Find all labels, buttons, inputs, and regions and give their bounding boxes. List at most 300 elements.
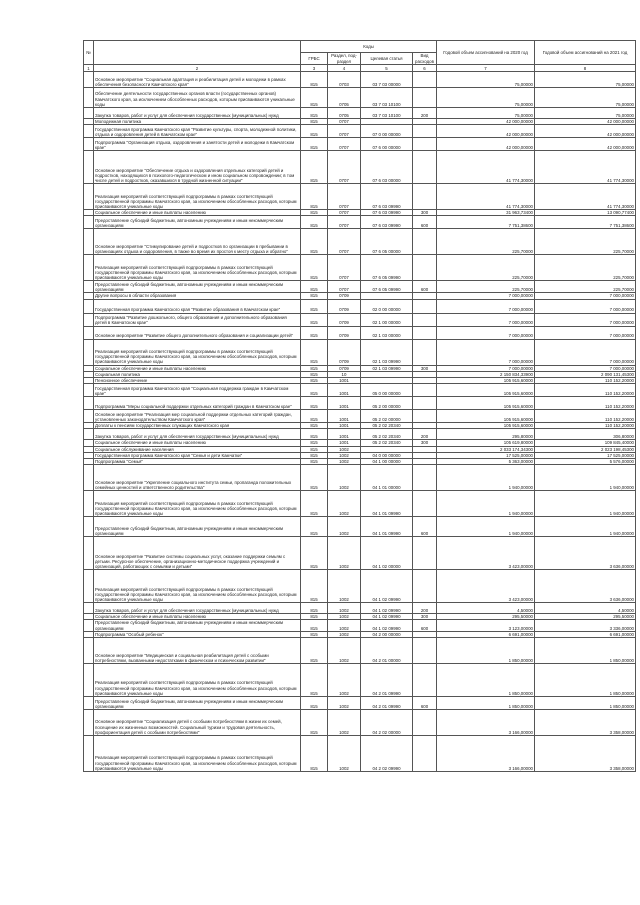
table-row <box>84 72 636 88</box>
row-number-cell <box>84 410 94 423</box>
amount-2021-cell: 3 636,00000 <box>535 570 636 603</box>
num-header: № <box>84 41 94 65</box>
item-name-cell: Реализация мероприятий соответствующей подпрограммы в рамках соответствующей государственной программы Камчатского края, за исключением обособленных расходов, которым присваиваются уникальные коды <box>94 664 301 697</box>
csr-cell: 04 1 02 09990 <box>361 570 413 603</box>
year-2020-header: Годовой объем ассигнований на 2020 год <box>437 41 535 65</box>
row-number-cell <box>84 697 94 710</box>
item-name-cell: Социальное обеспечение и иные выплаты населению <box>94 365 301 371</box>
csr-cell: 04 1 01 09990 <box>361 491 413 517</box>
csr-cell: 03 7 03 10100 <box>361 108 413 119</box>
vr-cell <box>413 125 437 138</box>
index-cell: 1 <box>84 65 94 72</box>
grbs-cell: 815 <box>301 638 328 664</box>
index-cell: 6 <box>413 65 437 72</box>
vr-cell <box>413 299 437 313</box>
razdel-cell: 0707 <box>328 119 361 125</box>
razdel-cell: 1002 <box>328 620 361 631</box>
amount-2020-cell: 41 774,30000 <box>437 184 535 210</box>
row-number-cell <box>84 517 94 537</box>
vr-cell <box>413 410 437 423</box>
amount-2021-cell: 3 358,00000 <box>535 710 636 736</box>
index-cell: 7 <box>437 65 535 72</box>
vr-header: Вид расходов <box>413 53 437 65</box>
index-cell: 5 <box>361 65 413 72</box>
csr-cell: 05 2 02 20340 <box>361 440 413 446</box>
grbs-header: ГРБС <box>301 53 328 65</box>
item-name-cell: Предоставление субсидий бюджетным, автономным учреждениям и иным некоммерческим организациям <box>94 216 301 229</box>
amount-2021-cell: 42 000,00000 <box>535 125 636 138</box>
razdel-cell: 1001 <box>328 378 361 384</box>
grbs-cell: 815 <box>301 603 328 614</box>
amount-2021-cell: 75,00000 <box>535 88 636 108</box>
csr-cell: 07 0 00 00000 <box>361 125 413 138</box>
csr-cell: 04 1 02 09990 <box>361 620 413 631</box>
amount-2020-cell: 1 940,00000 <box>437 465 535 491</box>
row-number-cell <box>84 72 94 88</box>
csr-cell: 04 2 01 00000 <box>361 638 413 664</box>
amount-2021-cell: 1 940,00000 <box>535 517 636 537</box>
item-name-cell: Подпрограмма "Особый ребенок" <box>94 631 301 637</box>
amount-2020-cell: 17 525,00000 <box>437 452 535 458</box>
row-number-cell <box>84 313 94 326</box>
razdel-cell: 1002 <box>328 736 361 772</box>
grbs-cell: 815 <box>301 365 328 371</box>
vr-cell: 300 <box>413 440 437 446</box>
amount-2020-cell: 3 423,00000 <box>437 570 535 603</box>
grbs-cell: 815 <box>301 570 328 603</box>
csr-cell: 02 1 03 09990 <box>361 365 413 371</box>
amount-2020-cell: 1 940,00000 <box>437 491 535 517</box>
amount-2020-cell: 42 000,00000 <box>437 125 535 138</box>
amount-2020-cell: 105 915,60000 <box>437 378 535 384</box>
row-number-cell <box>84 339 94 365</box>
razdel-cell: 1002 <box>328 570 361 603</box>
vr-cell <box>413 151 437 184</box>
razdel-cell: 1002 <box>328 697 361 710</box>
item-name-cell: Предоставление субсидий бюджетным, автономным учреждениям и иным некоммерческим организациям <box>94 620 301 631</box>
amount-2021-cell: 2 090 131,45300 <box>535 371 636 377</box>
csr-cell: 03 7 03 00000 <box>361 72 413 88</box>
amount-2021-cell: 7 751,38600 <box>535 216 636 229</box>
row-number-cell <box>84 281 94 293</box>
csr-cell: 05 2 02 20340 <box>361 423 413 429</box>
grbs-cell: 815 <box>301 216 328 229</box>
item-name-cell: Государственная программа Камчатского края "Семья и дети Камчатки" <box>94 452 301 458</box>
grbs-cell: 815 <box>301 423 328 429</box>
grbs-cell: 815 <box>301 108 328 119</box>
row-number-cell <box>84 255 94 281</box>
vr-cell: 600 <box>413 517 437 537</box>
amount-2020-cell: 7 000,00000 <box>437 326 535 339</box>
amount-2021-cell: 7 000,00000 <box>535 313 636 326</box>
csr-cell: 07 6 03 09990 <box>361 216 413 229</box>
vr-cell: 600 <box>413 697 437 710</box>
amount-2021-cell: 1 940,00000 <box>535 491 636 517</box>
vr-cell: 200 <box>413 429 437 440</box>
csr-cell: 04 2 02 00000 <box>361 710 413 736</box>
amount-2020-cell: 6 691,00000 <box>437 631 535 637</box>
amount-2021-cell: 7 000,00000 <box>535 299 636 313</box>
item-name-cell: Предоставление субсидий бюджетным, автономным учреждениям и иным некоммерческим организациям <box>94 281 301 293</box>
grbs-cell: 815 <box>301 125 328 138</box>
razdel-cell: 1002 <box>328 603 361 614</box>
csr-cell: 02 1 00 00000 <box>361 313 413 326</box>
amount-2021-cell: 295,50000 <box>535 614 636 620</box>
grbs-cell: 815 <box>301 620 328 631</box>
csr-cell: 07 6 00 00000 <box>361 138 413 151</box>
item-name-cell: Подпрограмма "Организация отдыха, оздоровления и занятости детей и молодежи в Камчатском крае" <box>94 138 301 151</box>
vr-cell <box>413 736 437 772</box>
amount-2020-cell: 42 000,00000 <box>437 119 535 125</box>
amount-2021-cell: 110 152,20000 <box>535 410 636 423</box>
amount-2020-cell: 1 850,00000 <box>437 638 535 664</box>
razdel-cell: 0709 <box>328 365 361 371</box>
item-name-cell: Социальное обеспечение и иные выплаты населению <box>94 440 301 446</box>
header-row-top <box>84 41 636 53</box>
amount-2021-cell: 41 774,30000 <box>535 184 636 210</box>
razdel-cell: 1001 <box>328 423 361 429</box>
csr-cell: 05 2 02 20340 <box>361 429 413 440</box>
budget-table <box>83 40 636 772</box>
vr-cell: 300 <box>413 210 437 216</box>
vr-cell <box>413 313 437 326</box>
row-number-cell <box>84 151 94 184</box>
csr-cell: 05 2 00 00000 <box>361 397 413 410</box>
amount-2021-cell: 306,80000 <box>535 429 636 440</box>
amount-2021-cell: 41 774,30000 <box>535 151 636 184</box>
amount-2021-cell: 1 850,00000 <box>535 664 636 697</box>
vr-cell: 300 <box>413 365 437 371</box>
item-name-cell: Реализация мероприятий соответствующей подпрограммы в рамках соответствующей государственной программы Камчатского края, за исключением обособленных расходов, которым присваиваются уникальные коды <box>94 491 301 517</box>
vr-cell <box>413 255 437 281</box>
row-number-cell <box>84 465 94 491</box>
amount-2021-cell: 7 000,00000 <box>535 326 636 339</box>
item-name-cell: Социальная политика <box>94 371 301 377</box>
amount-2020-cell: 75,00000 <box>437 88 535 108</box>
vr-cell <box>413 229 437 255</box>
razdel-cell: 0707 <box>328 210 361 216</box>
vr-cell <box>413 537 437 570</box>
table-row <box>84 736 636 772</box>
vr-cell <box>413 664 437 697</box>
amount-2021-cell: 2 023 198,45300 <box>535 446 636 452</box>
razdel-cell: 0703 <box>328 72 361 88</box>
amount-2020-cell: 1 850,00000 <box>437 664 535 697</box>
razdel-cell: 1001 <box>328 384 361 397</box>
grbs-cell: 815 <box>301 151 328 184</box>
vr-cell <box>413 339 437 365</box>
amount-2020-cell: 2 033 174,34300 <box>437 446 535 452</box>
razdel-cell: 0707 <box>328 229 361 255</box>
grbs-cell: 815 <box>301 537 328 570</box>
amount-2020-cell: 3 123,00000 <box>437 620 535 631</box>
razdel-cell: 1002 <box>328 537 361 570</box>
csr-cell: 05 2 02 00000 <box>361 410 413 423</box>
grbs-cell: 815 <box>301 664 328 697</box>
amount-2020-cell: 295,80000 <box>437 429 535 440</box>
item-name-cell: Реализация мероприятий соответствующей подпрограммы в рамках соответствующей государственной программы Камчатского края, за исключением обособленных расходов, которым присваиваются уникальные коды <box>94 570 301 603</box>
grbs-cell: 815 <box>301 326 328 339</box>
razdel-cell: 1001 <box>328 397 361 410</box>
grbs-cell: 815 <box>301 697 328 710</box>
grbs-cell: 815 <box>301 517 328 537</box>
razdel-cell: 1001 <box>328 440 361 446</box>
item-name-cell: Основное мероприятие "Социальная адаптация и реабилитация детей и молодежи в рамках обеспечения безопасности Камчатского края" <box>94 72 301 88</box>
table-row <box>84 537 636 570</box>
razdel-cell: 0709 <box>328 293 361 299</box>
razdel-cell: 1002 <box>328 465 361 491</box>
razdel-cell: 0707 <box>328 216 361 229</box>
table-row <box>84 108 636 119</box>
amount-2020-cell: 7 000,00000 <box>437 313 535 326</box>
item-name-cell: Основное мероприятие "Обеспечение отдыха и оздоровления отдельных категорий детей и подростков, находящихся в психолого-педагогическом и ином социальном сопровождении; в том числе детей и подростков, оказавшихся в трудной жизненной ситуации" <box>94 151 301 184</box>
razdel-cell: 0707 <box>328 255 361 281</box>
amount-2021-cell: 7 000,00000 <box>535 339 636 365</box>
csr-cell: 07 6 05 00000 <box>361 229 413 255</box>
amount-2021-cell: 5 576,00000 <box>535 459 636 465</box>
amount-2020-cell: 7 751,38600 <box>437 216 535 229</box>
amount-2021-cell: 110 152,20000 <box>535 423 636 429</box>
razdel-cell: 0709 <box>328 339 361 365</box>
amount-2020-cell: 105 915,60000 <box>437 410 535 423</box>
amount-2021-cell: 110 152,20000 <box>535 384 636 397</box>
grbs-cell: 815 <box>301 378 328 384</box>
amount-2020-cell: 75,00000 <box>437 72 535 88</box>
item-name-cell: Социальное обеспечение и иные выплаты населению <box>94 210 301 216</box>
amount-2020-cell: 1 850,00000 <box>437 697 535 710</box>
grbs-cell: 815 <box>301 614 328 620</box>
amount-2021-cell: 110 152,20000 <box>535 397 636 410</box>
item-name-cell: Государственная программа Камчатского края "Социальная поддержка граждан в Камчатском крае" <box>94 384 301 397</box>
row-number-cell <box>84 397 94 410</box>
amount-2020-cell: 225,70000 <box>437 255 535 281</box>
csr-cell: 04 1 02 09990 <box>361 603 413 614</box>
razdel-cell: 0707 <box>328 281 361 293</box>
amount-2020-cell: 2 150 834,33900 <box>437 371 535 377</box>
razdel-cell: 1002 <box>328 452 361 458</box>
amount-2021-cell: 225,70000 <box>535 281 636 293</box>
razdel-cell: 1002 <box>328 631 361 637</box>
table-row <box>84 151 636 184</box>
csr-cell: 04 1 02 09990 <box>361 614 413 620</box>
vr-cell <box>413 570 437 603</box>
table-row <box>84 664 636 697</box>
amount-2020-cell: 105 915,60000 <box>437 397 535 410</box>
grbs-cell: 815 <box>301 384 328 397</box>
table-row <box>84 313 636 326</box>
amount-2021-cell: 4,50000 <box>535 603 636 614</box>
amount-2020-cell: 1 940,00000 <box>437 517 535 537</box>
table-row <box>84 570 636 603</box>
table-row <box>84 410 636 423</box>
index-cell: 8 <box>535 65 636 72</box>
item-name-cell: Реализация мероприятий соответствующей подпрограммы в рамках соответствующей государственной программы Камчатского края, за исключением обособленных расходов, которым присваиваются уникальные коды <box>94 736 301 772</box>
razdel-cell: 0707 <box>328 125 361 138</box>
razdel-header: Раздел, под-раздел <box>328 53 361 65</box>
table-row <box>84 603 636 614</box>
amount-2020-cell: 105 915,60000 <box>437 423 535 429</box>
item-name-cell: Государственная программа Камчатского края "Развитие образования в Камчатском крае" <box>94 299 301 313</box>
amount-2021-cell: 42 000,00000 <box>535 138 636 151</box>
row-number-cell <box>84 429 94 440</box>
grbs-cell: 815 <box>301 440 328 446</box>
amount-2020-cell: 41 774,30000 <box>437 151 535 184</box>
grbs-cell: 815 <box>301 371 328 377</box>
csr-cell: 02 0 00 00000 <box>361 299 413 313</box>
csr-header: Целевая статья <box>361 53 413 65</box>
vr-cell <box>413 491 437 517</box>
csr-cell: 07 6 05 09990 <box>361 281 413 293</box>
table-row <box>84 184 636 210</box>
razdel-cell: 1002 <box>328 638 361 664</box>
item-name-cell: Основное мероприятие "Развитие общего дополнительного образования и социализации детей" <box>94 326 301 339</box>
grbs-cell: 815 <box>301 255 328 281</box>
amount-2021-cell: 110 152,20000 <box>535 378 636 384</box>
item-name-cell: Обеспечение деятельности государственных органов власти (государственных органов) Камчатского края, за исключением обособленных расходов, которым присваиваются уникальные коды <box>94 88 301 108</box>
item-name-cell: Закупка товаров, работ и услуг для обеспечения государственных (муниципальных) нужд <box>94 603 301 614</box>
table-row <box>84 697 636 710</box>
grbs-cell: 815 <box>301 446 328 452</box>
amount-2020-cell: 5 363,00000 <box>437 459 535 465</box>
amount-2021-cell: 1 940,00000 <box>535 465 636 491</box>
amount-2020-cell: 75,00000 <box>437 108 535 119</box>
row-number-cell <box>84 710 94 736</box>
codes-header: Коды <box>301 41 437 53</box>
column-index-row <box>84 65 636 72</box>
row-number-cell <box>84 537 94 570</box>
vr-cell: 600 <box>413 620 437 631</box>
csr-cell: 04 1 02 00000 <box>361 537 413 570</box>
csr-cell: 03 7 03 10100 <box>361 88 413 108</box>
vr-cell: 200 <box>413 603 437 614</box>
razdel-cell: 1001 <box>328 410 361 423</box>
item-name-cell: Социальное обслуживание населения <box>94 446 301 452</box>
csr-cell: 07 6 03 09990 <box>361 184 413 210</box>
vr-cell <box>413 326 437 339</box>
vr-cell: 200 <box>413 108 437 119</box>
table-row <box>84 255 636 281</box>
item-name-cell: Доплаты к пенсиям государственных служащих Камчатского края <box>94 423 301 429</box>
amount-2020-cell: 31 963,73400 <box>437 210 535 216</box>
csr-cell: 04 1 01 09990 <box>361 517 413 537</box>
csr-cell: 04 0 00 00000 <box>361 452 413 458</box>
row-number-cell <box>84 620 94 631</box>
grbs-cell: 815 <box>301 299 328 313</box>
csr-cell: 02 1 03 00000 <box>361 326 413 339</box>
razdel-cell: 1002 <box>328 614 361 620</box>
vr-cell <box>413 138 437 151</box>
amount-2021-cell: 109 845,40000 <box>535 440 636 446</box>
item-name-cell: Основное мероприятие "Социализация детей с особыми потребностями в жизни их семей, посещение их жизненных возможностей. Социальный туризм и трудовая деятельность, профориентация детей с особыми потребностями" <box>94 710 301 736</box>
table-row <box>84 326 636 339</box>
row-number-cell <box>84 125 94 138</box>
row-number-cell <box>84 603 94 614</box>
index-cell: 2 <box>94 65 301 72</box>
csr-cell: 07 6 03 09990 <box>361 210 413 216</box>
index-cell: 3 <box>301 65 328 72</box>
table-row <box>84 229 636 255</box>
item-name-cell: Закупка товаров, работ и услуг для обеспечения государственных (муниципальных) нужд <box>94 429 301 440</box>
csr-cell: 04 1 00 00000 <box>361 459 413 465</box>
amount-2020-cell: 105 619,80000 <box>437 440 535 446</box>
index-cell: 4 <box>328 65 361 72</box>
razdel-cell: 1002 <box>328 710 361 736</box>
amount-2020-cell: 7 000,00000 <box>437 365 535 371</box>
razdel-cell: 0709 <box>328 326 361 339</box>
amount-2021-cell: 75,00000 <box>535 108 636 119</box>
item-name-cell: Закупка товаров, работ и услуг для обеспечения государственных (муниципальных) нужд <box>94 108 301 119</box>
amount-2021-cell: 225,70000 <box>535 229 636 255</box>
grbs-cell: 815 <box>301 281 328 293</box>
razdel-cell: 1002 <box>328 446 361 452</box>
amount-2021-cell: 7 000,00000 <box>535 365 636 371</box>
grbs-cell: 815 <box>301 491 328 517</box>
amount-2021-cell: 1 850,00000 <box>535 697 636 710</box>
vr-cell <box>413 88 437 108</box>
amount-2021-cell: 3 358,00000 <box>535 736 636 772</box>
amount-2020-cell: 3 166,00000 <box>437 710 535 736</box>
item-name-cell: Другие вопросы в области образования <box>94 293 301 299</box>
table-row <box>84 429 636 440</box>
csr-cell: 02 1 03 09990 <box>361 339 413 365</box>
table-row <box>84 339 636 365</box>
item-name-cell: Молодежная политика <box>94 119 301 125</box>
item-name-cell: Основное мероприятие "Стимулирование детей и подростков по организации в пребывании в организациях отдыха и оздоровления, в также во время их простоя к месту отдыха и обратно" <box>94 229 301 255</box>
row-number-cell <box>84 491 94 517</box>
table-body <box>84 72 636 772</box>
razdel-cell: 0707 <box>328 138 361 151</box>
amount-2021-cell: 3 336,00000 <box>535 620 636 631</box>
row-number-cell <box>84 108 94 119</box>
vr-cell <box>413 384 437 397</box>
item-name-cell: Реализация мероприятий соответствующей подпрограммы в рамках соответствующей государственной программы Камчатского края, за исключением обособленных расходов, которым присваиваются уникальные коды <box>94 339 301 365</box>
amount-2020-cell: 7 000,00000 <box>437 293 535 299</box>
amount-2020-cell: 3 166,00000 <box>437 736 535 772</box>
row-number-cell <box>84 664 94 697</box>
amount-2020-cell: 225,70000 <box>437 281 535 293</box>
amount-2021-cell: 3 636,00000 <box>535 537 636 570</box>
razdel-cell: 0705 <box>328 88 361 108</box>
item-name-cell: Государственная программа Камчатского края "Развитие культуры, спорта, молодежной политики, отдыха и оздоровления детей в Камчатском крае" <box>94 125 301 138</box>
grbs-cell: 815 <box>301 138 328 151</box>
grbs-cell: 815 <box>301 631 328 637</box>
razdel-cell: 0705 <box>328 108 361 119</box>
amount-2020-cell: 295,50000 <box>437 614 535 620</box>
item-name-cell: Основное мероприятие "Развитие системы социальных услуг, оказание поддержки семьям с детьми. Ресурсное обеспечение, организационно-методическое поддержка учреждений и организаций, работающих с семьями и детьми" <box>94 537 301 570</box>
amount-2020-cell: 105 915,60000 <box>437 384 535 397</box>
amount-2021-cell: 13 090,77400 <box>535 210 636 216</box>
row-number-cell <box>84 184 94 210</box>
amount-2020-cell: 3 423,00000 <box>437 537 535 570</box>
table-row <box>84 88 636 108</box>
amount-2020-cell: 7 000,00000 <box>437 299 535 313</box>
item-name-cell: Пенсионное обеспечение <box>94 378 301 384</box>
item-name-cell: Реализация мероприятий соответствующей подпрограммы в рамках соответствующей государственной программы Камчатского края, за исключением обособленных расходов, которым присваиваются уникальные коды <box>94 255 301 281</box>
amount-2020-cell: 42 000,00000 <box>437 138 535 151</box>
vr-cell: 600 <box>413 281 437 293</box>
grbs-cell: 815 <box>301 410 328 423</box>
razdel-cell: 1001 <box>328 429 361 440</box>
grbs-cell: 815 <box>301 459 328 465</box>
razdel-cell: 1002 <box>328 664 361 697</box>
item-name-cell: Предоставление субсидий бюджетным, автономным учреждениям и иным некоммерческим организациям <box>94 697 301 710</box>
razdel-cell: 1002 <box>328 491 361 517</box>
item-name-cell: Подпрограмма "Развитие дошкольного, общего образования и дополнительного образования детей в Камчатском крае" <box>94 313 301 326</box>
grbs-cell: 815 <box>301 72 328 88</box>
vr-cell <box>413 465 437 491</box>
table-row <box>84 299 636 313</box>
grbs-cell: 815 <box>301 293 328 299</box>
